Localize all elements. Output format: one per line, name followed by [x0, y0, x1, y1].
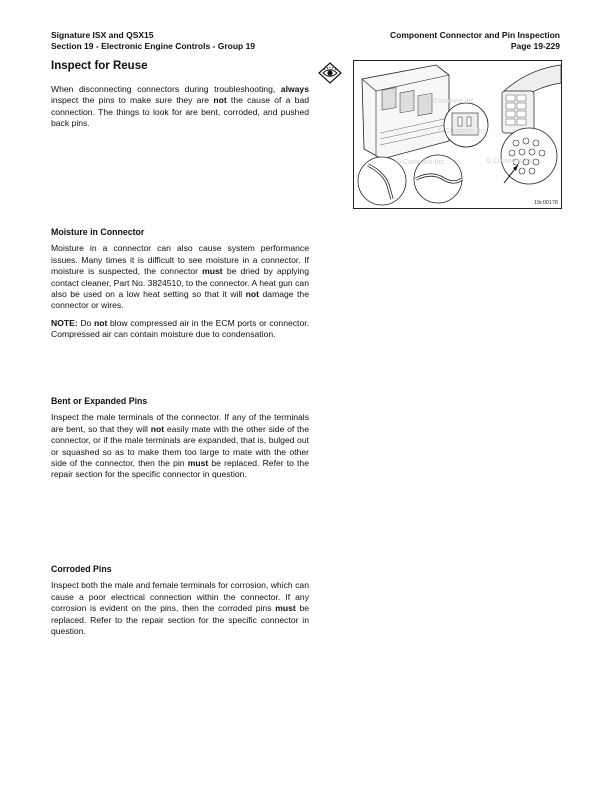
bent-pins-paragraph: Inspect the male terminals of the connector. If any of the terminals are bent, so that they will not easily mate with the other side of the connector, or if the male terminals are expanded, that is, bulged out or squashed so as to make them too large to mate with the other side of the connector, then the pin must be replaced. Refer to the repair section for the specific connector in question. [51, 412, 309, 480]
figure-id: 19c00178 [533, 200, 558, 206]
figure-watermark: © Cummins Inc. [438, 128, 488, 135]
moisture-paragraph: Moisture in a connector can also cause system performance issues. Many times it is difficult to see moisture in a connector. If moisture is suspected, the connector must be dried by applying contact cleaner, Part No. 3824510, to the connector. A heat gun can also be used on a low heat setting so that it will not damage the connector or wires. [51, 243, 309, 311]
header-left [51, 30, 255, 51]
corroded-pins-paragraph: Inspect both the male and female terminals for corrosion, which can cause a poor electrical connection within the connector. If any corrosion is evident on the pins, then the corroded pins must be replaced. Refer to the repair section for the specific connector in question. [51, 580, 310, 637]
figure-watermark: © Cummins Inc. [396, 159, 446, 166]
connector-illustration [354, 61, 561, 208]
header-doc-title: Signature ISX and QSX15 [51, 30, 154, 40]
page-title: Inspect for Reuse [51, 60, 148, 72]
corroded-pins-section [51, 564, 309, 643]
moisture-note: NOTE: Do not blow compressed air in the ECM ports or connector. Compressed air can contain moisture due to condensation. [51, 317, 310, 340]
figure-watermark: © Cummins Inc. [486, 158, 536, 165]
bent-pins-heading: Bent or Expanded Pins [51, 396, 148, 406]
header-page-number: Page 19-229 [510, 40, 560, 51]
header-right [390, 30, 560, 51]
moisture-section [51, 227, 309, 347]
header-topic: Component Connector and Pin Inspection [390, 30, 560, 40]
header-section: Section 19 - Electronic Engine Controls - Group 19 [51, 40, 256, 51]
bent-pins-section [51, 396, 309, 487]
inspect-eye-icon [318, 62, 342, 84]
inspect-section [51, 84, 309, 136]
connector-inspection-figure [353, 60, 562, 209]
moisture-heading: Moisture in Connector [51, 227, 145, 237]
inspect-paragraph: When disconnecting connectors during troubleshooting, always inspect the pins to make sure they are not the cause of a bad connection. The things to look for are bent, corroded, and pushed back pins. [51, 84, 309, 129]
corroded-pins-heading: Corroded Pins [51, 564, 112, 574]
figure-watermark: © Cummins Inc. [426, 98, 476, 105]
